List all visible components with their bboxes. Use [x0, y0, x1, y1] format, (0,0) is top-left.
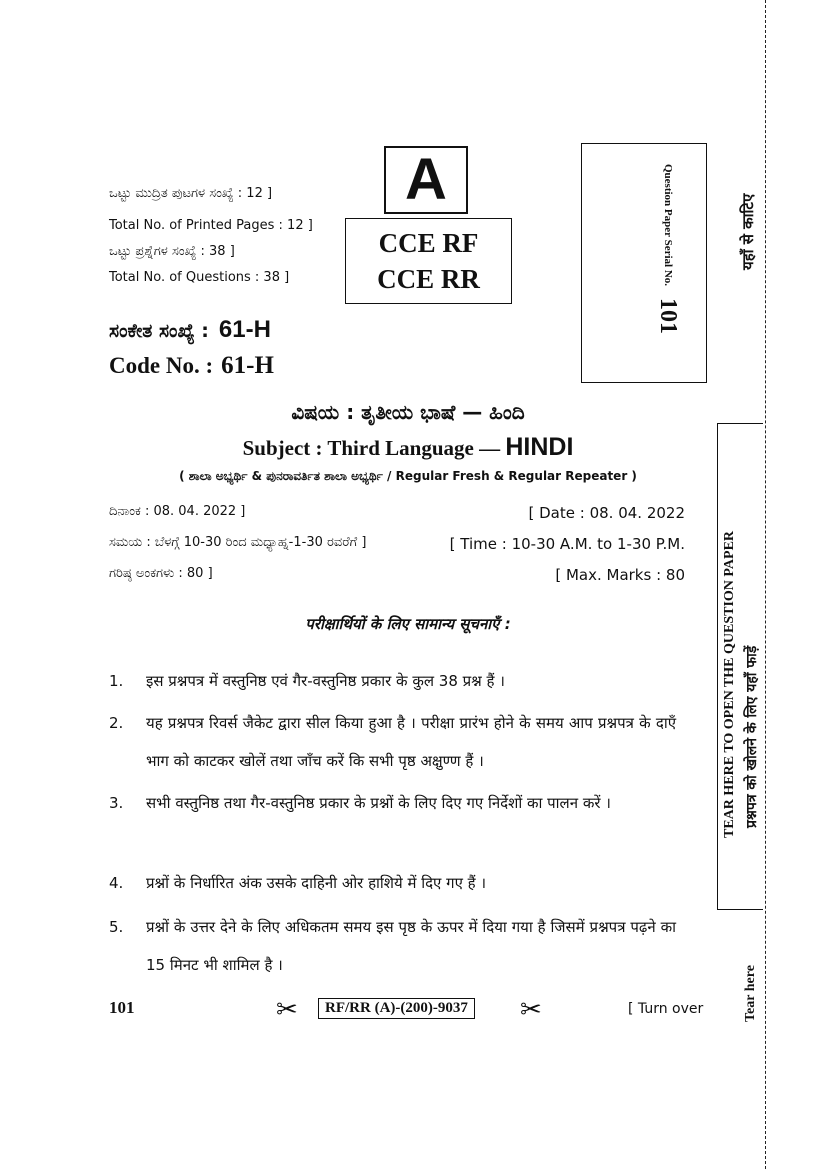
print-code: RF/RR (A)-(200)-9037 — [318, 998, 475, 1019]
code-label-en: Code No. : — [109, 353, 214, 378]
total-questions-kn: ಒಟ್ಟು ಪ್ರಶ್ನೆಗಳ ಸಂಖ್ಯೆ : 38 ] — [109, 244, 235, 259]
subject-prefix: Subject : Third Language — — [242, 436, 506, 460]
date-en: [ Date : 08. 04. 2022 — [528, 504, 685, 522]
tear-here-label: Tear here — [743, 965, 758, 1022]
instruction-item — [109, 704, 676, 780]
code-number-en — [109, 352, 274, 380]
instruction-text: प्रश्नों के निर्धारित अंक उसके दाहिनी ओर हाशिये में दिए गए हैं । — [146, 874, 487, 892]
instruction-item — [109, 784, 669, 860]
page-number: 101 — [109, 998, 135, 1017]
time-row — [109, 535, 685, 553]
instruction-text: यह प्रश्नपत्र रिवर्स जैकेट द्वारा सील किया हुआ है । परीक्षा प्रारंभ होने के समय आप प्रश्नपत्र के दाएँ भाग को काटकर खोलें तथा जाँच करें कि सभी पृष्ठ अक्षुण्ण हैं । — [146, 714, 676, 770]
serial-number-box — [581, 143, 707, 383]
instruction-number: 1. — [109, 672, 124, 690]
instructions-title: परीक्षार्थियों के लिए सामान्य सूचनाएँ : — [305, 615, 511, 633]
instruction-item — [109, 908, 676, 984]
instruction-text: इस प्रश्नपत्र में वस्तुनिष्ठ एवं गैर-वस्तुनिष्ठ प्रकार के कुल 38 प्रश्न हैं । — [146, 672, 505, 690]
code-value-kn: 61-H — [218, 316, 271, 343]
instruction-number: 2. — [109, 714, 124, 732]
total-pages-kn: ಒಟ್ಟು ಮುದ್ರಿತ ಪುಟಗಳ ಸಂಖ್ಯೆ : 12 ] — [109, 186, 273, 201]
subject-kn: ವಿಷಯ : ತೃತೀಯ ಭಾಷೆ — ಹಿಂದಿ — [291, 400, 525, 424]
scheme-line-1: CCE RF — [378, 228, 479, 258]
code-label-kn: ಸಂಕೇತ ಸಂಖ್ಯೆ : — [109, 320, 209, 342]
scheme-box — [345, 218, 512, 304]
marks-row — [109, 566, 685, 584]
turn-over-label: [ Turn over — [628, 1001, 704, 1017]
tear-instruction-en: TEAR HERE TO OPEN THE QUESTION PAPER — [722, 530, 737, 838]
code-number-kn — [109, 316, 271, 344]
instruction-number: 3. — [109, 794, 124, 812]
cut-here-label: यहाँ से काटिए — [739, 193, 757, 270]
subject-en — [109, 433, 707, 462]
time-en: [ Time : 10-30 A.M. to 1-30 P.M. — [449, 535, 685, 553]
tear-instruction-hi: प्रश्नपत्र को खोलने के लिए यहाँ फाड़ें — [744, 645, 760, 828]
total-pages-en: Total No. of Printed Pages : 12 ] — [109, 218, 313, 233]
serial-label: Question Paper Serial No. — [662, 164, 674, 287]
instruction-text: सभी वस्तुनिष्ठ तथा गैर-वस्तुनिष्ठ प्रकार के प्रश्नों के लिए दिए गए निर्देशों का पालन करें । — [146, 794, 611, 812]
instruction-item — [109, 662, 669, 700]
date-kn: ದಿನಾಂಕ : 08. 04. 2022 ] — [109, 504, 246, 519]
tear-line[interactable] — [765, 0, 766, 1169]
instruction-number: 4. — [109, 874, 124, 892]
time-kn: ಸಮಯ : ಬೆಳಗ್ಗೆ 10-30 ರಿಂದ ಮಧ್ಯಾಹ್ನ-1-30 ರವರೆಗೆ ] — [109, 535, 367, 550]
serial-number: 101 — [655, 298, 682, 335]
version-letter: A — [405, 147, 447, 212]
marks-kn: ಗರಿಷ್ಠ ಅಂಕಗಳು : 80 ] — [109, 566, 213, 581]
version-box — [384, 146, 468, 214]
total-questions-en: Total No. of Questions : 38 ] — [109, 270, 290, 285]
subject-name: HINDI — [505, 433, 574, 461]
scissors-ornament-icon: ✂ — [276, 995, 298, 1025]
instruction-number: 5. — [109, 918, 124, 936]
date-row — [109, 504, 685, 522]
marks-en: [ Max. Marks : 80 — [555, 566, 685, 584]
candidate-category: ( ಶಾಲಾ ಅಭ್ಯರ್ಥಿ & ಪುನರಾವರ್ತಿತ ಶಾಲಾ ಅಭ್ಯರ್ಥಿ / Regular Fresh & Regular Repeater ) — [179, 469, 637, 483]
instruction-item — [109, 864, 669, 902]
code-value-en: 61-H — [221, 352, 274, 379]
scissors-ornament-icon: ✂ — [520, 995, 542, 1025]
scheme-line-2: CCE RR — [377, 264, 480, 294]
instruction-text: प्रश्नों के उत्तर देने के लिए अधिकतम समय इस पृष्ठ के ऊपर में दिया गया है जिसमें प्रश्नपत्र पढ़ने का 15 मिनट भी शामिल है । — [146, 918, 676, 974]
